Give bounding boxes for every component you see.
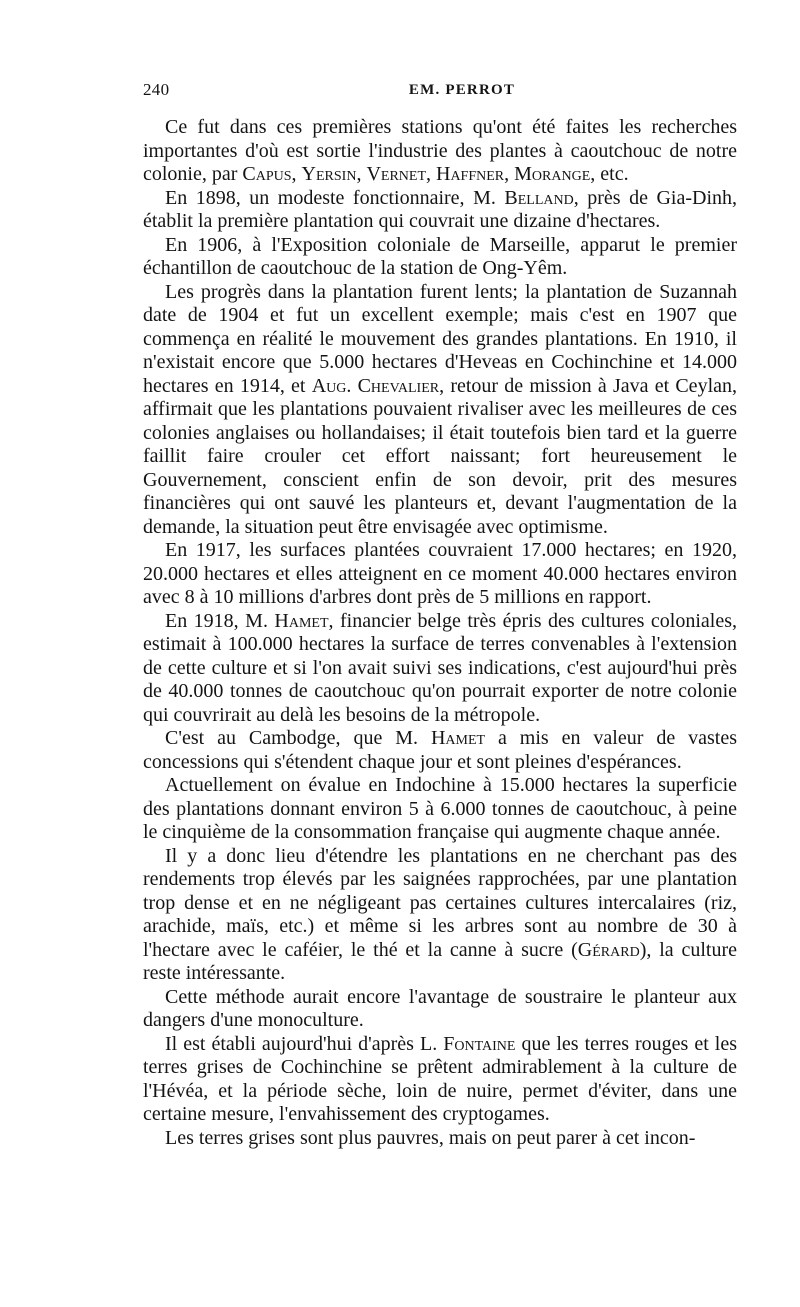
paragraph xyxy=(143,281,737,540)
text-run: En 1917, les surfaces plantées couvraient 17.000 hectares; en 1920, 20.000 hectares et elles atteignent en ce moment 40.000 hectares environ avec 8 à 10 millions d'arbres dont près de 5 millions en rapport. xyxy=(143,539,737,608)
text-run: Les terres grises sont plus pauvres, mais on peut parer à cet incon- xyxy=(165,1126,696,1149)
paragraph xyxy=(143,845,737,986)
text-run: , xyxy=(504,163,515,185)
paragraph xyxy=(143,986,737,1033)
text-run: , retour de mission à Java et Ceylan, affirmait que les plantations pouvaient rivaliser avec les meilleures de ces colonies anglaises ou hollandaises; il était toutefois bien tard et la guerre faillit faire crouler cet effort naissant; fort heureusement le Gouvernement, conscient enfin de son devoir, prit des mesures financières qui ont sauvé les planteurs et, devant l'augmentation de la demande, la situation peut être envisagée avec optimisme. xyxy=(143,374,737,538)
author-name: Fontaine xyxy=(443,1032,516,1055)
paragraph xyxy=(143,539,737,610)
author-name: Morange xyxy=(514,163,591,185)
author-name: Aug. Chevalier xyxy=(311,374,440,397)
author-name: Belland xyxy=(504,186,574,209)
text-run: que les terres rouges et les terres grises de Cochinchine se prêtent admirablement à la culture de l'Hévéa, et la période sèche, loin de nuire, permet d'éviter, dans une certaine mesure, l'envahissement des cryptogames. xyxy=(143,1032,737,1125)
author-name: Hamet xyxy=(430,727,486,749)
text-run: Ce fut dans ces premières stations qu'ont été faites les recherches importantes d'où est sortie l'industrie des plantes à caoutchouc de notre colonie, par xyxy=(143,116,737,185)
paragraph xyxy=(143,116,737,187)
paragraph xyxy=(143,1033,737,1127)
text-run: , près de Gia-Dinh, établit la première plantation qui couvrait une dizaine d'hectares. xyxy=(143,186,738,232)
text-run: C'est au Cambodge, que M. xyxy=(165,727,431,749)
text-run: , xyxy=(356,163,367,185)
text-run: En 1918, M. xyxy=(165,609,275,632)
running-head: EM. PERROT xyxy=(408,82,516,98)
text-run: , xyxy=(291,163,302,185)
author-name: Vernet xyxy=(366,163,426,185)
paragraph xyxy=(143,234,737,281)
text-run: Les progrès dans la plantation furent lents; la plantation de Suzannah date de 1904 et fut un excellent exemple; mais c'est en 1907 que commença en réalité le mouvement des grandes plantations. En 1910, il n'existait encore que 5.000 hectares d'Heveas en Cochinchine et 14.000 hectares en 1914, et xyxy=(143,280,737,397)
text-run: Cette méthode aurait encore l'avantage de soustraire le planteur aux dangers d'une monoculture. xyxy=(143,985,737,1031)
paragraph xyxy=(143,1127,737,1151)
paragraph xyxy=(143,727,737,774)
text-run: , financier belge très épris des cultures coloniales, estimait à 100.000 hectares la surface de terres convenables à l'extension de cette culture et si l'on avait suivi ses indications, c'est aujourd'hui près de 40.000 tonnes de caoutchouc qu'on pourrait exporter de notre colonie qui couvrirait au delà les besoins de la métropole. xyxy=(143,609,738,726)
paragraph xyxy=(143,610,737,728)
text-run: En 1906, à l'Exposition coloniale de Marseille, apparut le premier échantillon de caoutchouc de la station de Ong-Yêm. xyxy=(143,233,737,279)
author-name: Gérard xyxy=(577,938,640,961)
text-run: En 1898, un modeste fonctionnaire, M. xyxy=(165,186,505,209)
page-number: 240 xyxy=(143,80,170,99)
author-name: Hamet xyxy=(274,609,329,632)
text-run: , xyxy=(426,163,436,185)
body-text xyxy=(143,116,737,1150)
text-run: , etc. xyxy=(590,163,629,185)
text-run: Il y a donc lieu d'étendre les plantations en ne cherchant pas des rendements trop élevés par les saignées rapprochées, par une plantation trop dense et en ne négligeant pas certaines cultures intercalaires (riz, arachide, maïs, etc.) et même si les arbres sont au nombre de 30 à l'hectare avec le caféier, le thé et la canne à sucre ( xyxy=(143,844,737,961)
page-header xyxy=(143,80,737,104)
author-name: Haffner xyxy=(436,163,505,185)
author-name: Capus xyxy=(242,163,292,185)
text-run: Actuellement on évalue en Indochine à 15.000 hectares la superficie des plantations donnant environ 5 à 6.000 tonnes de caoutchouc, à peine le cinquième de la consommation française qui augmente chaque année. xyxy=(143,774,737,843)
text-run: ), la culture reste intéressante. xyxy=(143,938,737,984)
text-run: Il est établi aujourd'hui d'après L. xyxy=(165,1032,444,1055)
author-name: Yersin xyxy=(301,163,357,185)
paragraph xyxy=(143,187,737,234)
paragraph xyxy=(143,774,737,845)
text-run: a mis en valeur de vastes concessions qui s'étendent chaque jour et sont pleines d'espérances. xyxy=(143,727,737,773)
